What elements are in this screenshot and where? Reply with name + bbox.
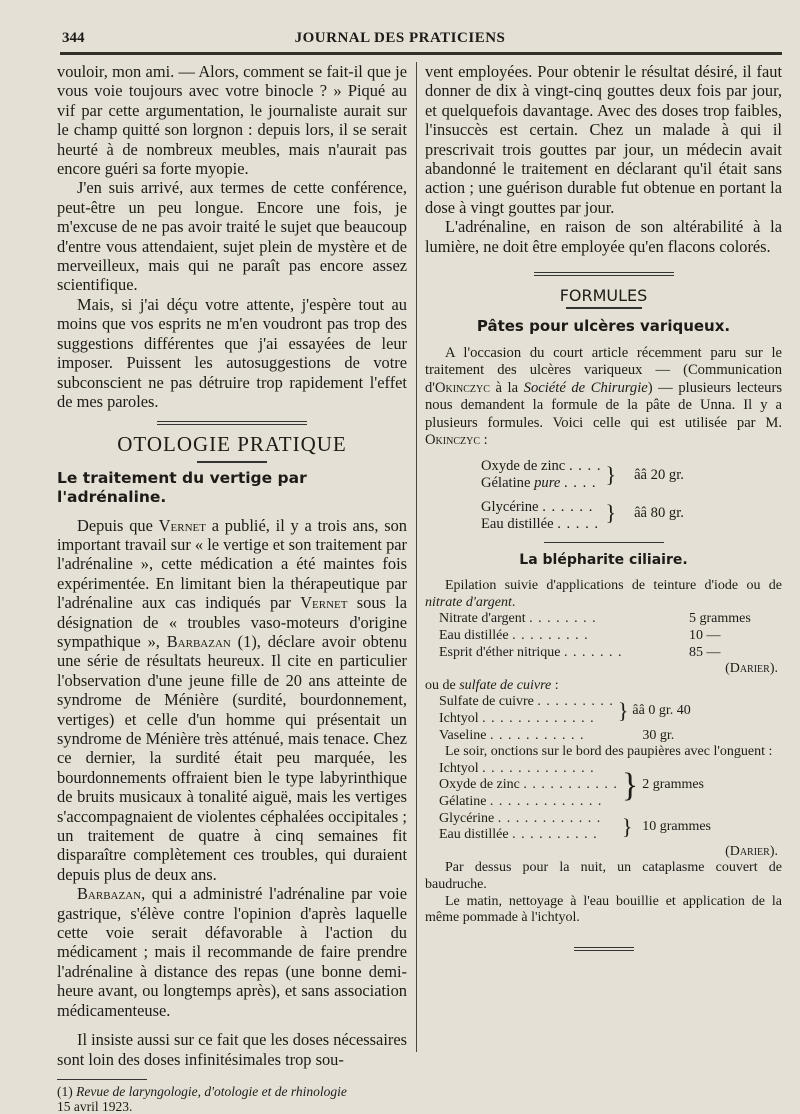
formula-silver-nitrate	[439, 611, 769, 661]
quantity: 2 grammes	[642, 777, 705, 793]
formula-copper-sulfate	[439, 694, 691, 744]
paragraph: Il insiste aussi sur ce fait que les doses nécessaires sont loin des doses infinitésimales trop sou-	[57, 1030, 407, 1069]
formula-row: Eau distillée . . . . . . . . . 10 —	[439, 628, 721, 644]
footnote-date: 15 avril 1923.	[57, 1098, 133, 1114]
text-run: sous la désignation de « troubles vaso-moteurs d'origine sympathique »,	[57, 593, 407, 651]
section-divider	[534, 272, 674, 276]
ingredient: Ichtyol . . . . . . . . . . . . .	[439, 711, 595, 727]
paste-title: Pâtes pour ulcères variqueux.	[476, 317, 731, 336]
header-rule	[60, 52, 782, 55]
author-name: Vernet	[300, 593, 348, 613]
author-name: Okinczyc	[434, 379, 490, 396]
page-header	[0, 0, 800, 60]
text-run: a publié, il y a trois ans, son important travail sur « le vertige et son traitement par l'adrénaline », cette médication a été maintes fois expérimentée. En limitant bien la thérapeutique par l'adrénaline aux cas indiqués par	[57, 515, 408, 613]
paragraph: vouloir, mon ami. — Alors, comment se fait-il que je vous voie toujours avec votre binocle ? » Piqué au vif par cette argumentation, le journaliste aurait sur le champ quitté son lorgnon : depuis lors, il se serait heurté à de nombreux meubles, mais n'aurait pas encore guéri sa forte myopie.	[57, 62, 407, 179]
section-underline	[197, 461, 267, 463]
brace: }	[605, 462, 617, 488]
text-run: :	[479, 432, 488, 449]
quantity: ââ 20 gr.	[634, 466, 684, 483]
author-name: Barbazan	[166, 631, 231, 651]
paragraph: Epilation suivie d'applications de teinture d'iode ou de nitrate d'argent.	[425, 578, 782, 610]
section-title: OTOLOGIE PRATIQUE	[117, 432, 347, 457]
unna-formula	[481, 458, 684, 534]
paragraph	[57, 884, 407, 1020]
section-divider	[157, 421, 307, 425]
paragraph	[57, 516, 407, 885]
paragraph: Par dessus pour la nuit, un cataplasme couvert de baudruche.	[425, 860, 782, 892]
ingredient: Oxyde de zinc . . . .	[481, 457, 602, 474]
divider	[544, 542, 664, 543]
footnote-number: (1)	[57, 1083, 77, 1099]
formules-title: FORMULES	[559, 286, 648, 306]
ingredient: Eau distillée . . . . . . . . . .	[439, 827, 598, 843]
formula-row: Esprit d'éther nitrique . . . . . . . 85 —	[439, 644, 721, 660]
attribution: (Darier).	[725, 843, 778, 859]
author-name: Barbazan	[77, 884, 142, 904]
end-rule	[574, 947, 634, 951]
ingredient: Oxyde de zinc . . . . . . . . . . .	[439, 777, 618, 793]
formules-underline	[566, 307, 642, 309]
text-run: à la	[489, 379, 524, 396]
right-column	[425, 62, 782, 951]
ingredient: Eau distillée . . . . .	[481, 516, 600, 533]
brace: }	[605, 500, 617, 526]
ingredient: Glycérine . . . . . . . . . . . .	[439, 810, 602, 826]
text-run: , qui a administré l'adrénaline par voie gastrique, s'élève contre l'opinion d'après laquelle cette voie serait défavorable à l'action du médicament ; mais il recommande de faire prendre l'adrénaline à distance des repas (une bonne demi-heure avant, ou longtemps après), et sans association médicamenteuse.	[57, 884, 407, 1020]
brace: }	[617, 698, 629, 724]
footnote	[57, 1084, 407, 1114]
footnote-journal: Revue de laryngologie, d'otologie et de rhinologie	[76, 1083, 347, 1099]
attribution: (Darier).	[725, 661, 778, 677]
article-title: Le traitement du vertige par l'adrénaline.	[57, 468, 307, 507]
page-number: 344	[62, 30, 85, 46]
author-name: Vernet	[158, 515, 206, 535]
formula-ichtyol-ointment	[439, 761, 711, 844]
paragraph: L'adrénaline, en raison de son altérabilité à la lumière, ne doit être employée qu'en flacons colorés.	[425, 217, 782, 256]
quantity: 10 grammes	[642, 818, 712, 834]
paragraph: ou de sulfate de cuivre :	[425, 677, 559, 693]
text-run: (1), déclare avoir obtenu une série de résultats heureux. Il cite en particulier l'observation d'une jeune fille de 20 ans atteinte de syndrome de Ménière (surdité, bourdonnement, vertiges) et celle d'un homme qui présentait un syndrome de Ménière très atténué, mais tenace. Chez ce dernier, la surdité était peu marquée, les bourdonnements offraient bien le type labyrinthique de bruits musicaux à tonalité aiguë, mais les vertiges s'accompagnaient de violentes céphalées occipitales ; un traitement de quatre à cinq semaines fit disparaître complètement ces troubles, qui duraient depuis plus de deux ans.	[57, 631, 407, 884]
brace: }	[621, 814, 633, 840]
text-run: A l'occasion du court article récemment paru sur le traitement des ulcères variqueux — (Communication d'	[425, 344, 782, 396]
paragraph: J'en suis arrivé, aux termes de cette conférence, peut-être un peu longue. Encore une fois, je m'excuse de ne pas avoir traité le sujet que beaucoup d'entre vous attendaient, sujet plein de mystère et de merveilleux, mais qui ne paraît pas encore assez scientifique.	[57, 178, 407, 295]
ingredient: Gélatine pure . . . .	[481, 475, 597, 492]
ingredient: Gélatine . . . . . . . . . . . . .	[439, 794, 603, 809]
quantity: 30 gr.	[642, 727, 675, 743]
ingredient: Vaseline . . . . . . . . . . .	[439, 727, 585, 743]
paragraph: vent employées. Pour obtenir le résultat désiré, il faut donner de dix à vingt-cinq gouttes deux fois par jour, et quelquefois davantage. Avec des doses trop faibles, l'insuccès est certain. Chez un malade à qui il prescrivait trois gouttes par jour, un médecin avait abandonné le traitement en déclarant qu'il était sans action ; une guérison durable fut obtenue en portant la dose à vingt gouttes par jour.	[425, 62, 782, 217]
blepharite-section	[425, 578, 782, 926]
quantity: ââ 0 gr. 40	[632, 702, 691, 718]
paragraph: Le matin, nettoyage à l'eau bouillie et application de la même pommade à l'ichtyol.	[425, 893, 782, 926]
journal-title: JOURNAL DES PRATICIENS	[294, 30, 506, 46]
text-run: ) — plusieurs lecteurs nous demandent la formule de la pâte de Unna. Il y a plusieurs formules. Voici celle qui est utilisée par M.	[425, 379, 782, 431]
blepharite-title: La blépharite ciliaire.	[519, 551, 688, 568]
ingredient: Ichtyol . . . . . . . . . . . . .	[439, 760, 595, 776]
ingredient: Sulfate de cuivre . . . . . . . . .	[439, 694, 614, 710]
text-run: Depuis que	[77, 515, 159, 535]
ingredient: Glycérine . . . . . .	[481, 498, 594, 515]
paragraph: Le soir, onctions sur le bord des paupières avec l'onguent :	[445, 744, 773, 760]
left-column	[57, 62, 407, 1114]
brace: }	[621, 766, 639, 804]
author-name: Okinczyc	[425, 432, 480, 449]
society-name: Société de Chirurgie	[523, 379, 648, 396]
formula-row: Nitrate d'argent . . . . . . . . 5 grammes	[439, 611, 751, 627]
paragraph: Mais, si j'ai déçu votre attente, j'espère tout au moins que vos esprits ne m'en voudront pas trop des suggestions différentes que j'ai essayées de leur imposer. Puissent les autosuggestions de votre subconscient ne pas détruire trop rapidement l'effet de mes paroles.	[57, 294, 407, 411]
column-divider	[416, 62, 417, 1052]
footnote-rule	[57, 1079, 147, 1080]
quantity: ââ 80 gr.	[634, 504, 684, 521]
paragraph	[425, 345, 782, 450]
